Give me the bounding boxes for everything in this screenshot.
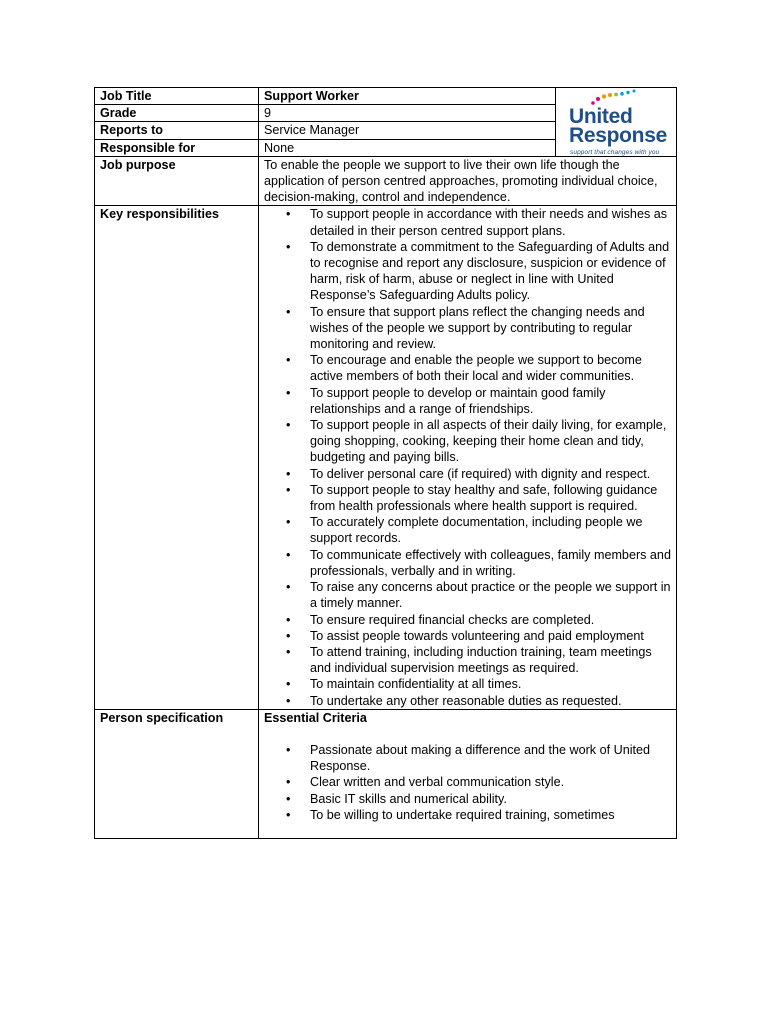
bullet-icon: • <box>286 807 291 822</box>
bullet-icon: • <box>286 418 291 433</box>
bullet-icon: • <box>286 693 291 708</box>
list-item-text: To support people in all aspects of their daily living, for example, going shopping, cooking, keeping their home clean and tidy, budgeting and paying bills. <box>310 418 667 465</box>
list-item-text: To ensure that support plans reflect the changing needs and wishes of the people we support by contributing to regular monitoring and review. <box>310 304 645 352</box>
bullet-icon: • <box>286 547 291 562</box>
bullet-icon: • <box>286 385 291 400</box>
list-item-text: To maintain confidentiality at all times. <box>310 677 522 692</box>
list-item <box>264 514 671 546</box>
bullet-icon: • <box>286 775 291 790</box>
list-item <box>264 612 671 628</box>
bullet-icon: • <box>286 644 291 659</box>
job-purpose-value: To enable the people we support to live their own life though the application of person centred approaches, promoting individual choice, decision-making, control and independence. <box>259 156 677 206</box>
bullet-icon: • <box>286 677 291 692</box>
job-description-table <box>94 87 677 839</box>
list-item-text: To encourage and enable the people we support to become active members of both their local and wider communities. <box>310 353 642 384</box>
list-item-text: Clear written and verbal communication style. <box>310 775 565 790</box>
list-item-text: To assist people towards volunteering and paid employment <box>310 628 644 643</box>
person-specification-cell <box>259 709 677 838</box>
bullet-icon: • <box>286 791 291 806</box>
list-item-text: To communicate effectively with colleagues, family members and professionals, verbally and in writing. <box>310 547 671 578</box>
list-item-text: To support people to stay healthy and safe, following guidance from health professionals where health support is required. <box>310 482 658 514</box>
essential-criteria-list <box>264 742 671 823</box>
key-responsibilities-label: Key responsibilities <box>95 206 259 709</box>
list-item <box>264 644 671 676</box>
logo-tagline: support that changes with you <box>570 149 660 156</box>
logo-word-response: Response <box>569 124 667 147</box>
row-job-title <box>95 88 677 105</box>
reports-to-label: Reports to <box>95 122 259 139</box>
job-title-label: Job Title <box>95 88 259 105</box>
list-item <box>264 742 671 774</box>
essential-criteria-heading: Essential Criteria <box>264 710 367 725</box>
list-item <box>264 628 671 644</box>
list-item <box>264 807 671 823</box>
responsible-for-value: None <box>259 139 556 156</box>
job-title-value: Support Worker <box>259 88 556 105</box>
list-item <box>264 466 671 482</box>
grade-label: Grade <box>95 105 259 122</box>
united-response-logo <box>561 88 682 154</box>
list-item-text: To raise any concerns about practice or the people we support in a timely manner. <box>310 580 671 611</box>
responsible-for-label: Responsible for <box>95 139 259 156</box>
person-specification-content <box>264 710 671 838</box>
list-item <box>264 547 671 579</box>
list-item-text: To demonstrate a commitment to the Safeguarding of Adults and to recognise and report any disclosure, suspicion or evidence of harm, risk of harm, abuse or neglect in line with United Response’s Safeguarding Adults policy. <box>310 239 670 303</box>
person-specification-label: Person specification <box>95 709 259 838</box>
bullet-icon: • <box>286 482 291 497</box>
list-item <box>264 676 671 692</box>
list-item-text: To support people in accordance with their needs and wishes as detailed in their person centred support plans. <box>310 207 668 238</box>
list-item <box>264 482 671 514</box>
list-item-text: To accurately complete documentation, including people we support records. <box>310 515 643 546</box>
list-item <box>264 791 671 807</box>
list-item <box>264 352 671 384</box>
reports-to-value: Service Manager <box>259 122 556 139</box>
list-item <box>264 579 671 611</box>
list-item-text: To attend training, including induction training, team meetings and individual supervision meetings as required. <box>310 644 652 676</box>
list-item-text: Basic IT skills and numerical ability. <box>310 791 507 806</box>
logo-dots-icon <box>589 88 649 106</box>
bullet-icon: • <box>286 466 291 481</box>
list-item <box>264 206 671 238</box>
list-item-text: Passionate about making a difference and the work of United Response. <box>310 742 651 774</box>
row-job-purpose <box>95 156 677 206</box>
bullet-icon: • <box>286 580 291 595</box>
grade-value: 9 <box>259 105 556 122</box>
list-item-text: To support people to develop or maintain good family relationships and a range of friendships. <box>310 385 606 416</box>
bullet-icon: • <box>286 742 291 757</box>
key-responsibilities-list <box>264 206 671 708</box>
logo-word-united: United <box>569 105 633 128</box>
list-item-text: To ensure required financial checks are completed. <box>310 612 595 627</box>
list-item <box>264 693 671 709</box>
bullet-icon: • <box>286 628 291 643</box>
list-item <box>264 239 671 304</box>
list-item <box>264 774 671 790</box>
job-purpose-label: Job purpose <box>95 156 259 206</box>
list-item-text: To undertake any other reasonable duties as requested. <box>310 693 622 708</box>
list-item <box>264 304 671 353</box>
list-item-text: To be willing to undertake required training, sometimes <box>310 807 615 822</box>
bullet-icon: • <box>286 515 291 530</box>
bullet-icon: • <box>286 304 291 319</box>
row-person-specification <box>95 709 677 838</box>
bullet-icon: • <box>286 207 291 222</box>
list-item-text: To deliver personal care (if required) with dignity and respect. <box>310 466 651 481</box>
bullet-icon: • <box>286 239 291 254</box>
job-description-page <box>94 87 676 839</box>
list-item <box>264 417 671 466</box>
bullet-icon: • <box>286 612 291 627</box>
list-item <box>264 385 671 417</box>
row-key-responsibilities <box>95 206 677 709</box>
bullet-icon: • <box>286 353 291 368</box>
key-responsibilities-cell <box>259 206 677 709</box>
logo-cell <box>556 88 677 157</box>
